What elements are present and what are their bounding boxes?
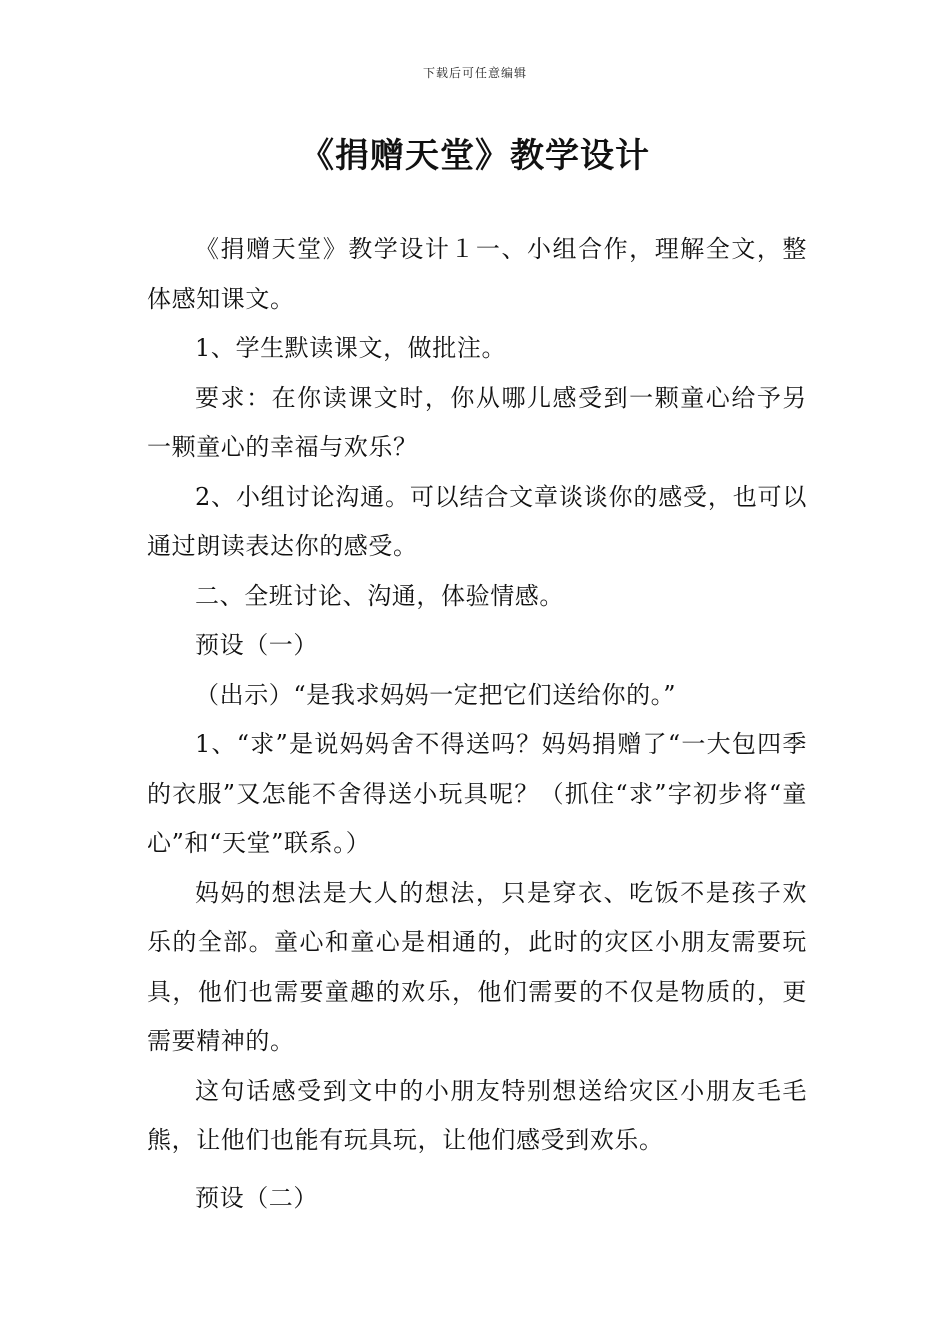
paragraph: 要求：在你读课文时，你从哪儿感受到一颗童心给予另一颗童心的幸福与欢乐？	[147, 383, 807, 461]
paragraph: 妈妈的想法是大人的想法，只是穿衣、吃饭不是孩子欢乐的全部。童心和童心是相通的，此时的灾区小朋友需要玩具，他们也需要童趣的欢乐，他们需要的不仅是物质的，更需要精神的。	[147, 878, 807, 1055]
page-header-note: 下载后可任意编辑	[422, 66, 527, 80]
paragraph: 2、小组讨论沟通。可以结合文章谈谈你的感受，也可以通过朗读表达你的感受。	[147, 482, 807, 560]
document-title: 《捐赠天堂》教学设计	[300, 136, 650, 176]
paragraph: 二、全班讨论、沟通，体验情感。	[195, 581, 564, 610]
paragraph: 预设（二）	[195, 1183, 318, 1212]
paragraph: 预设（一）	[195, 631, 318, 659]
paragraph: 这句话感受到文中的小朋友特别想送给灾区小朋友毛毛熊，让他们也能有玩具玩，让他们感受到欢乐。	[147, 1076, 807, 1154]
paragraph: （出示）“是我求妈妈一定把它们送给你的。”	[195, 680, 677, 709]
document-body	[147, 225, 807, 1223]
paragraph: 《捐赠天堂》教学设计１一、小组合作，理解全文，整体感知课文。	[147, 235, 807, 313]
paragraph: 1、“求”是说妈妈舍不得送吗？妈妈捐赠了“一大包四季的衣服”又怎能不舍得送小玩具呢？（抓住“求”字初步将“童心”和“天堂”联系。）	[147, 730, 807, 857]
paragraph: 1、学生默读课文，做批注。	[195, 334, 507, 362]
